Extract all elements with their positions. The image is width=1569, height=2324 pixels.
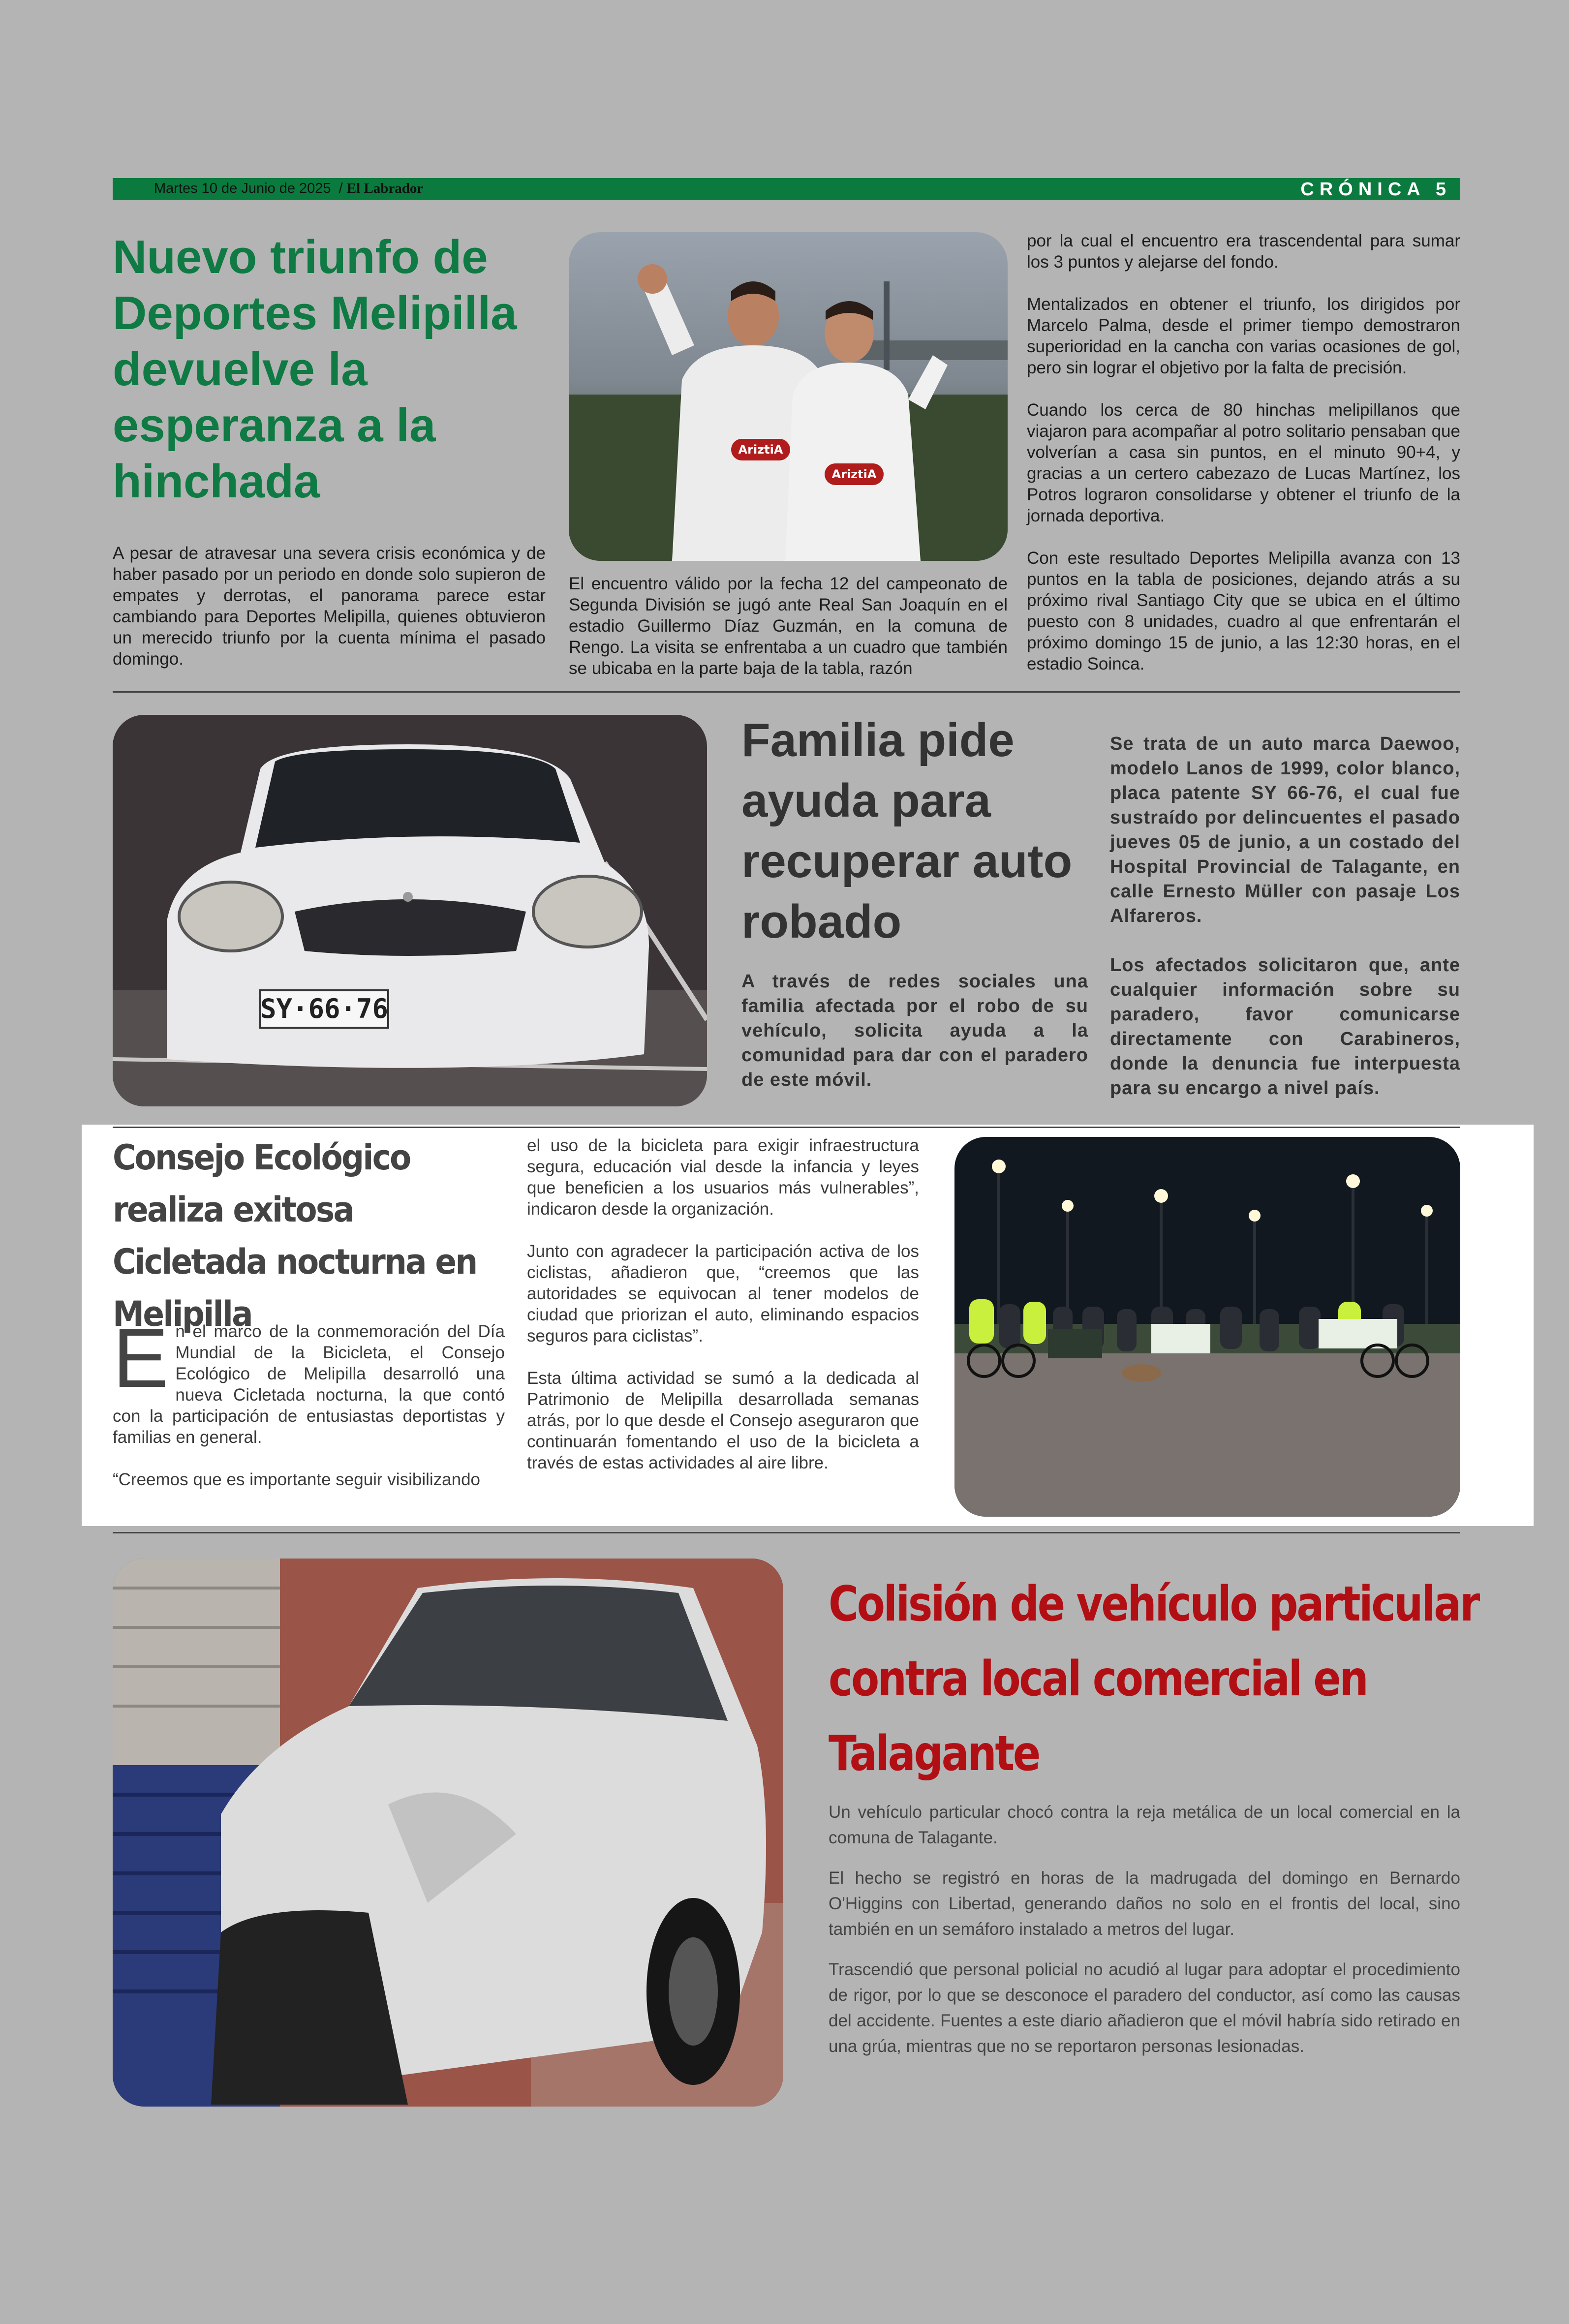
article3-photo-cyclists bbox=[954, 1137, 1460, 1517]
header-separator: / bbox=[338, 181, 343, 196]
article4-title-line: Talagante bbox=[829, 1726, 1039, 1782]
article4-paragraph: Trascendió que personal policial no acudió al lugar para adoptar el procedimiento de rigor, por lo que se desconoce el paradero del conductor, así como las causas del accidente. Fuentes a este diario añadieron que el móvil habría sido retirado en una grúa, mientras que no se reportaron personas lesionadas. bbox=[829, 1960, 1460, 2056]
page-header-bar bbox=[113, 178, 1460, 200]
article1-paragraph: Con este resultado Deportes Melipilla avanza con 13 puntos en la tabla de posiciones, dejando atrás a su próximo rival Santiago City que se ubica en el último puesto con 8 unidades, cuadro al que enfrentarán el próximo domingo 15 de junio, a las 12:30 horas, en el estadio Soinca. bbox=[1027, 549, 1460, 673]
section-divider bbox=[113, 691, 1460, 693]
article3-paragraph: n el marco de la conmemoración del Día Mundial de la Bicicleta, el Consejo Ecológico de Melipilla desarrolló una nueva Cicletada nocturna, la que contó con la participación de entusiastas deportistas y familias en general. bbox=[113, 1322, 505, 1447]
section-divider bbox=[113, 1532, 1460, 1533]
article1-photo-players bbox=[569, 232, 1008, 561]
article2-photo-car bbox=[113, 715, 707, 1106]
header-date: Martes 10 de Junio de 2025 bbox=[154, 181, 331, 196]
header-section: CRÓNICA 5 bbox=[1300, 179, 1451, 200]
article1-lead: A pesar de atravesar una severa crisis económica y de haber pasado por un periodo en donde solo supieron de empates y derrotas, el panorama parece estar cambiando para Deportes Melipilla, quienes obtuvieron un merecido triunfo por la cuenta mínima el pasado domingo. bbox=[113, 544, 546, 669]
section-divider bbox=[113, 1127, 1460, 1128]
jersey-sponsor-right: AriztiA bbox=[831, 467, 877, 481]
article3-paragraph: Esta última actividad se sumó a la dedicada al Patrimonio de Melipilla desarrollada semanas atrás, por lo que desde el Consejo aseguraron que continuarán fomentando el uso de la bicicleta a través de estas actividades al aire libre. bbox=[527, 1369, 919, 1472]
article1-paragraph: Cuando los cerca de 80 hinchas melipillanos que viajaron para acompañar al potro solitario pensaban que volverían a casa sin puntos, en el minuto 90+4, y gracias a un certero cabezazo de Lucas Martínez, los Potros lograron consolidarse y obtener el triunfo de la jornada deportiva. bbox=[1027, 400, 1460, 525]
article3-paragraph: Junto con agradecer la participación activa de los ciclistas, añadieron que, “creemos que las autoridades se equivocan al tener modelos de ciudad que priorizan el auto, eliminando espacios seguros para ciclistas”. bbox=[527, 1242, 919, 1345]
article1-caption: El encuentro válido por la fecha 12 del campeonato de Segunda División se jugó ante Real San Joaquín en el estadio Guillermo Díaz Guzmán, en la comuna de Rengo. La visita se enfrentaba a un cuadro que también se ubicaba en la parte baja de la tabla, razón bbox=[569, 574, 1008, 678]
article2-title: Familia pide ayuda para recuperar auto robado bbox=[741, 714, 1073, 948]
article3-paragraph: “Creemos que es importante seguir visibilizando bbox=[113, 1470, 481, 1489]
article3-paragraph: el uso de la bicicleta para exigir infraestructura segura, educación vial desde la infancia y leyes que beneficien a los usuarios más vulnerables”, indicaron desde la organización. bbox=[527, 1136, 919, 1219]
article3-dropcap: E bbox=[113, 1312, 169, 1405]
article4-title-line: Colisión de vehículo particular bbox=[829, 1576, 1478, 1632]
article4-paragraph: Un vehículo particular chocó contra la reja metálica de un local comercial en la comuna de Talagante. bbox=[829, 1803, 1460, 1847]
article2-lead: A través de redes sociales una familia afectada por el robo de su vehículo, solicita ayuda a la comunidad para dar con el paradero de este móvil. bbox=[741, 971, 1088, 1090]
article3-column1 bbox=[113, 1312, 505, 1511]
article4-paragraph: El hecho se registró en horas de la madrugada del domingo en Bernardo O'Higgins con Libertad, generando daños no solo en el frontis del local, sino también en un semáforo instalado a metros del lugar. bbox=[829, 1868, 1460, 1939]
article1-paragraph: Mentalizados en obtener el triunfo, los dirigidos por Marcelo Palma, desde el primer tiempo demostraron superioridad en la cancha con varias ocasiones de gol, pero sin lograr el objetivo por la falta de precisión. bbox=[1027, 295, 1460, 377]
article4-title bbox=[829, 1567, 1478, 1791]
article2-paragraph: Se trata de un auto marca Daewoo, modelo Lanos de 1999, color blanco, placa patente SY 66-76, el cual fue sustraído por delincuentes el pasado jueves 05 de junio, a un costado del Hospital Provincial de Talagante, en calle Ernesto Müller con pasaje Los Alfareros. bbox=[1110, 734, 1460, 926]
article1-column3 bbox=[1027, 230, 1460, 696]
article1-title: Nuevo triunfo de Deportes Melipilla devuelve la esperanza a la hinchada bbox=[113, 231, 517, 508]
article4-photo-crashed-car bbox=[113, 1559, 783, 2107]
car-license-plate: SY·66·76 bbox=[260, 993, 389, 1024]
article3-column2 bbox=[527, 1135, 919, 1495]
article3-title: Consejo Ecológico realiza exitosa Cicletada nocturna en Melipilla bbox=[113, 1137, 477, 1334]
header-paper-name: El Labrador bbox=[346, 181, 424, 196]
article4-title-line: contra local comercial en bbox=[829, 1651, 1367, 1707]
article2-column3 bbox=[1110, 732, 1460, 1125]
jersey-sponsor-left: AriztiA bbox=[738, 443, 783, 457]
article4-body bbox=[829, 1800, 1460, 2074]
article1-paragraph: por la cual el encuentro era trascendental para sumar los 3 puntos y alejarse del fondo. bbox=[1027, 231, 1460, 272]
article2-paragraph: Los afectados solicitaron que, ante cualquier información sobre su paradero, favor comunicarse directamente con Carabineros, donde la denuncia fue interpuesta para su encargo a nivel país. bbox=[1110, 955, 1460, 1099]
header-date-line bbox=[154, 181, 423, 197]
